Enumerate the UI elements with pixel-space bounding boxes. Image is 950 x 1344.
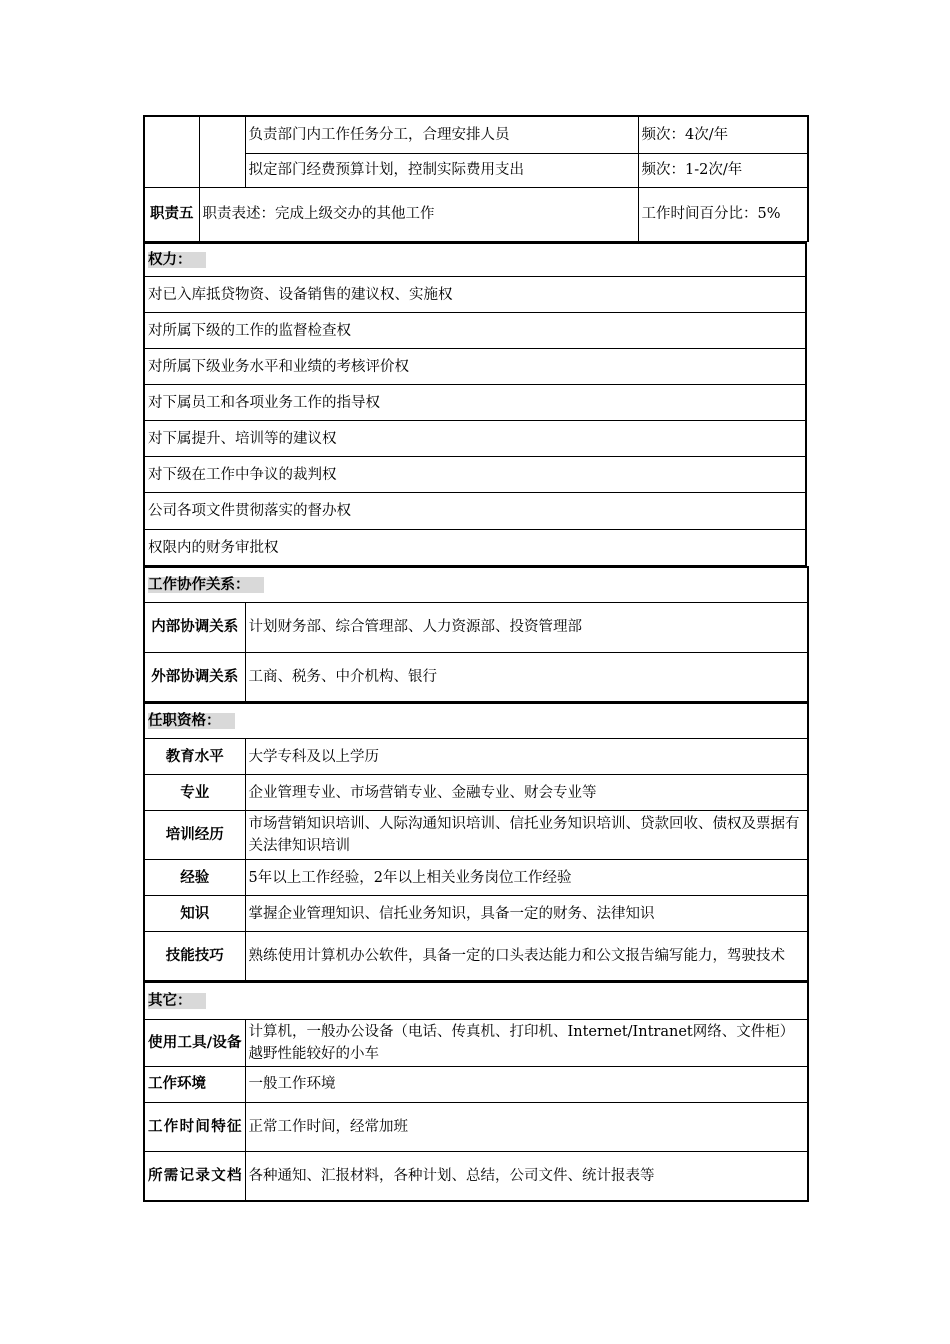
duty5-pct: 工作时间百分比：5% <box>638 187 808 241</box>
other-label: 工作环境 <box>144 1066 245 1102</box>
qual-value: 掌握企业管理知识、信托业务知识，具备一定的财务、法律知识 <box>245 896 808 932</box>
other-table <box>143 981 809 1202</box>
power-item <box>144 349 806 385</box>
duty-label-cell <box>144 116 199 187</box>
qual-label: 经验 <box>144 860 245 896</box>
duty-subcell <box>199 116 245 187</box>
duty5-row <box>144 187 808 241</box>
job-description-page <box>143 115 807 1202</box>
power-item <box>144 385 806 421</box>
power-item <box>144 313 806 349</box>
other-row <box>144 1151 808 1201</box>
duty-desc: 负责部门内工作任务分工，合理安排人员 <box>245 116 638 153</box>
collab-label: 外部协调关系 <box>144 652 245 701</box>
qual-row <box>144 896 808 932</box>
duties-table <box>143 115 809 242</box>
qual-label: 知识 <box>144 896 245 932</box>
power-text: 公司各项文件贯彻落实的督办权 <box>144 493 806 530</box>
collab-label: 内部协调关系 <box>144 602 245 652</box>
qual-row <box>144 775 808 811</box>
duty-row <box>144 116 808 153</box>
power-text: 权限内的财务审批权 <box>144 530 806 566</box>
other-row <box>144 1102 808 1151</box>
qual-row <box>144 811 808 860</box>
collab-row <box>144 652 808 701</box>
other-row <box>144 1019 808 1066</box>
other-label: 所需记录文档 <box>144 1151 245 1201</box>
other-value: 正常工作时间，经常加班 <box>245 1102 808 1151</box>
other-row <box>144 1066 808 1102</box>
powers-heading-row <box>144 243 806 277</box>
collab-heading: 工作协作关系： <box>148 577 264 593</box>
qual-label: 培训经历 <box>144 811 245 860</box>
power-item <box>144 493 806 530</box>
qual-value: 企业管理专业、市场营销专业、金融专业、财会专业等 <box>245 775 808 811</box>
qual-row <box>144 932 808 981</box>
power-item <box>144 277 806 313</box>
duty-desc: 拟定部门经费预算计划，控制实际费用支出 <box>245 153 638 187</box>
collab-table <box>143 566 809 702</box>
qual-heading-row <box>144 703 808 739</box>
collab-row <box>144 602 808 652</box>
qualifications-table <box>143 702 809 982</box>
power-text: 对下属员工和各项业务工作的指导权 <box>144 385 806 421</box>
qual-value: 市场营销知识培训、人际沟通知识培训、信托业务知识培训、贷款回收、债权及票据有关法律知识培训 <box>245 811 808 860</box>
qual-label: 专业 <box>144 775 245 811</box>
power-item <box>144 421 806 457</box>
other-value: 一般工作环境 <box>245 1066 808 1102</box>
other-value: 计算机，一般办公设备（电话、传真机、打印机、Internet/Intranet网络、文件柜）越野性能较好的小车 <box>245 1019 808 1066</box>
collab-heading-row <box>144 567 808 602</box>
qual-value: 大学专科及以上学历 <box>245 739 808 775</box>
other-heading-row <box>144 982 808 1019</box>
qual-value: 5年以上工作经验，2年以上相关业务岗位工作经验 <box>245 860 808 896</box>
qual-value: 熟练使用计算机办公软件，具备一定的口头表达能力和公文报告编写能力，驾驶技术 <box>245 932 808 981</box>
power-text: 对所属下级的工作的监督检查权 <box>144 313 806 349</box>
collab-value: 计划财务部、综合管理部、人力资源部、投资管理部 <box>245 602 808 652</box>
collab-value: 工商、税务、中介机构、银行 <box>245 652 808 701</box>
qual-row <box>144 739 808 775</box>
powers-table <box>143 242 807 567</box>
power-text: 对已入库抵贷物资、设备销售的建议权、实施权 <box>144 277 806 313</box>
qual-label: 教育水平 <box>144 739 245 775</box>
other-value: 各种通知、汇报材料，各种计划、总结，公司文件、统计报表等 <box>245 1151 808 1201</box>
qual-heading: 任职资格： <box>148 713 235 729</box>
power-text: 对所属下级业务水平和业绩的考核评价权 <box>144 349 806 385</box>
qual-label: 技能技巧 <box>144 932 245 981</box>
duty-freq: 频次：1-2次/年 <box>638 153 808 187</box>
other-heading: 其它： <box>148 993 206 1009</box>
duty5-label: 职责五 <box>144 187 199 241</box>
powers-heading: 权力： <box>148 252 206 268</box>
other-label: 使用工具/设备 <box>144 1019 245 1066</box>
duty-freq: 频次：4次/年 <box>638 116 808 153</box>
power-item <box>144 457 806 493</box>
duty5-desc: 职责表述：完成上级交办的其他工作 <box>199 187 638 241</box>
other-label: 工作时间特征 <box>144 1102 245 1151</box>
qual-row <box>144 860 808 896</box>
power-text: 对下属提升、培训等的建议权 <box>144 421 806 457</box>
power-item <box>144 530 806 566</box>
power-text: 对下级在工作中争议的裁判权 <box>144 457 806 493</box>
